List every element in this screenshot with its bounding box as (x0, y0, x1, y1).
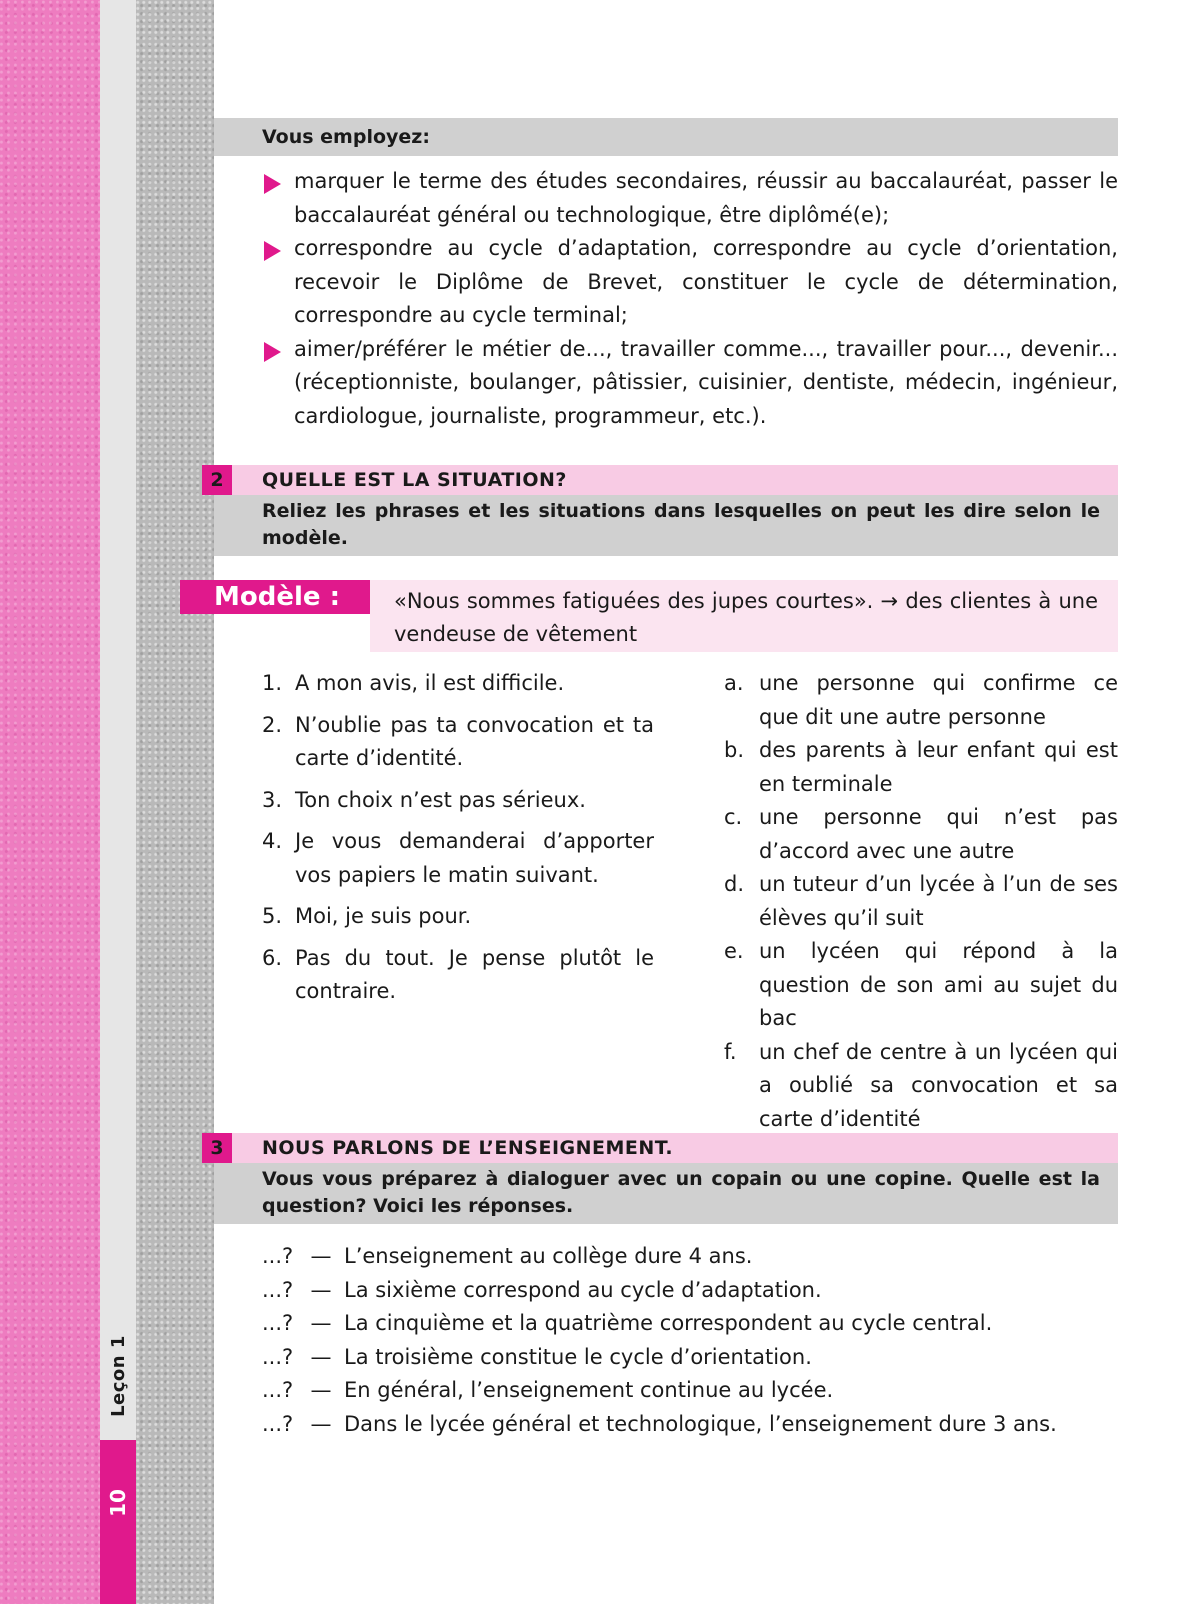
situation-text: un tuteur d’un lycée à l’un de ses élèves qu’il suit (759, 872, 1118, 930)
phrase-number: 1. (262, 671, 283, 695)
answer-text: En général, l’enseignement continue au lycée. (344, 1378, 834, 1402)
list-item-text: marquer le terme des études secondaires, réussir au baccalauréat, passer le baccalauréat général ou technologique, être diplômé(e); (294, 169, 1118, 227)
list-item-text: correspondre au cycle d’adaptation, correspondre au cycle d’orientation, recevoir le Diplôme de Brevet, constituer le cycle de détermination, correspondre au cycle terminal; (294, 236, 1118, 327)
answer-text: L’enseignement au collège dure 4 ans. (344, 1244, 753, 1268)
phrase-text: Pas du tout. Je pense plutôt le contraire. (295, 945, 654, 1003)
answer-row (262, 1307, 1118, 1341)
phrase-item (262, 825, 654, 892)
answers-list (262, 1240, 1118, 1441)
exercise-2-title: QUELLE EST LA SITUATION? (214, 465, 1118, 495)
question-placeholder: ...? (262, 1378, 294, 1402)
list-item (262, 232, 1118, 333)
question-placeholder: ...? (262, 1277, 294, 1302)
phrase-text: Je vous demanderai d’apporter vos papiers le matin suivant. (295, 829, 654, 887)
vous-employez-list (262, 165, 1118, 433)
page-number-block (100, 1440, 136, 1604)
question-placeholder: ...? (262, 1344, 294, 1369)
situation-item (724, 1036, 1118, 1137)
exercise-2-number: 2 (202, 465, 232, 495)
situation-letter: b. (724, 738, 745, 762)
phrase-text: A mon avis, il est difficile. (295, 671, 565, 695)
phrase-item (262, 900, 654, 934)
sidebar-gray-strip (136, 0, 214, 1604)
phrase-item (262, 709, 654, 776)
answer-text: La cinquième et la quatrième correspondent au cycle central. (344, 1311, 993, 1335)
question-placeholder: ...? (262, 1311, 294, 1335)
exercise-2-instruction: Reliez les phrases et les situations dans lesquelles on peut les dire selon le modèle. (214, 495, 1118, 556)
situation-text: un lycéen qui répond à la question de son ami au sujet du bac (759, 939, 1118, 1030)
situation-letter: a. (724, 671, 744, 695)
answer-row (262, 1274, 1118, 1308)
situation-item (724, 734, 1118, 801)
phrase-number: 6. (262, 945, 283, 970)
dialogue-dash: — (310, 1244, 332, 1268)
phrase-item (262, 942, 654, 1009)
dialogue-dash: — (310, 1378, 332, 1402)
dialogue-dash: — (310, 1311, 332, 1335)
list-item (262, 333, 1118, 434)
phrase-number: 2. (262, 712, 283, 737)
answer-row (262, 1240, 1118, 1274)
vous-employez-title: Vous employez: (214, 118, 1118, 156)
page-number: 10 (106, 1489, 130, 1517)
phrase-number: 5. (262, 904, 283, 928)
situation-letter: d. (724, 872, 745, 896)
answer-row (262, 1374, 1118, 1408)
sidebar-pink-strip (0, 0, 100, 1604)
modele-example: «Nous sommes fatiguées des jupes courtes». → des clientes à une vendeuse de vêtement (370, 580, 1118, 652)
bullet-triangle-icon (264, 174, 281, 194)
question-placeholder: ...? (262, 1244, 294, 1268)
situation-text: une personne qui confirme ce que dit une autre personne (759, 671, 1118, 729)
answer-text: La troisième constitue le cycle d’orientation. (344, 1344, 812, 1369)
question-placeholder: ...? (262, 1411, 294, 1436)
situations-column (724, 667, 1118, 1136)
answer-text: La sixième correspond au cycle d’adaptation. (344, 1277, 822, 1302)
list-item (262, 165, 1118, 232)
dialogue-dash: — (310, 1277, 332, 1302)
exercise-3-number: 3 (202, 1133, 232, 1163)
lesson-label: Leçon 1 (107, 1335, 129, 1417)
answer-text: Dans le lycée général et technologique, l’enseignement dure 3 ans. (344, 1411, 1057, 1436)
modele-label: Modèle : (180, 580, 372, 614)
bullet-triangle-icon (264, 241, 281, 261)
situation-item (724, 667, 1118, 734)
phrases-column (262, 667, 654, 1017)
dialogue-dash: — (310, 1344, 332, 1369)
phrase-text: Ton choix n’est pas sérieux. (295, 787, 586, 812)
phrase-text: N’oublie pas ta convocation et ta carte d’identité. (295, 712, 654, 770)
answer-row (262, 1341, 1118, 1375)
phrase-item (262, 667, 654, 701)
exercise-3-instruction: Vous vous préparez à dialoguer avec un copain ou une copine. Quelle est la question? Voici les réponses. (214, 1163, 1118, 1224)
phrase-number: 3. (262, 787, 283, 812)
phrase-number: 4. (262, 829, 283, 853)
answer-row (262, 1408, 1118, 1442)
dialogue-dash: — (310, 1411, 332, 1436)
phrase-item (262, 784, 654, 818)
situation-letter: e. (724, 939, 744, 963)
situation-text: des parents à leur enfant qui est en terminale (759, 738, 1118, 796)
situation-item (724, 935, 1118, 1036)
situation-letter: f. (724, 1039, 737, 1064)
situation-text: un chef de centre à un lycéen qui a oublié sa convocation et sa carte d’identité (759, 1039, 1118, 1131)
situation-item (724, 868, 1118, 935)
phrase-text: Moi, je suis pour. (295, 904, 472, 928)
bullet-triangle-icon (264, 342, 281, 362)
situation-letter: c. (724, 805, 743, 829)
exercise-3-title: NOUS PARLONS DE L’ENSEIGNEMENT. (214, 1133, 1118, 1163)
situation-item (724, 801, 1118, 868)
list-item-text: aimer/préférer le métier de..., travailler comme..., travailler pour..., devenir... (réceptionniste, boulanger, pâtissier, cuisinier, dentiste, médecin, ingénieur, cardiologue, journaliste, programmeur, etc.). (294, 336, 1118, 428)
situation-text: une personne qui n’est pas d’accord avec une autre (759, 805, 1118, 863)
